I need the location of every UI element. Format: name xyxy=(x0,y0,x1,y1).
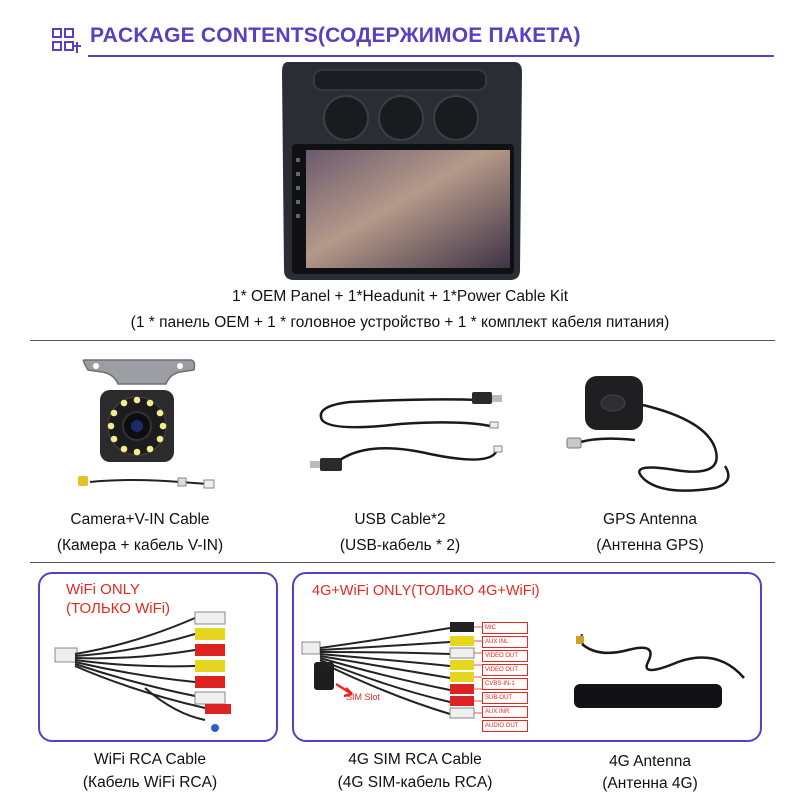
cable-tag-list xyxy=(482,622,528,734)
header-icon xyxy=(52,28,82,54)
page-title: PACKAGE CONTENTS(СОДЕРЖИМОЕ ПАКЕТА) xyxy=(90,24,581,47)
4g-sim-caption-2: (4G SIM-кабель RCA) xyxy=(337,774,493,791)
cable-tag: AUDIO OUT xyxy=(482,720,528,732)
4g-antenna-caption-2: (Антенна 4G) xyxy=(602,775,698,792)
cable-tag: CVBS-IN-1 xyxy=(482,678,528,690)
wifi-rca-caption-1: WiFi RCA Cable xyxy=(94,751,206,768)
cable-tag: AUX INL xyxy=(482,636,528,648)
wifi-only-label-2: (ТОЛЬКО WiFi) xyxy=(66,600,171,617)
headunit-image xyxy=(276,60,526,285)
cable-tag: MIC xyxy=(482,622,528,634)
main-caption-2: (1 * панель OEM + 1 * головное устройство + 1 * комплект кабеля питания) xyxy=(130,314,670,331)
usb-caption-2: (USB-кабель * 2) xyxy=(339,537,461,554)
wifi-rca-caption-2: (Кабель WiFi RCA) xyxy=(82,774,218,791)
cable-tag: VIDEO OUT xyxy=(482,650,528,662)
cable-tag: AUX INR xyxy=(482,706,528,718)
sim-slot-label: SIM Slot xyxy=(346,692,381,702)
camera-caption-2: (Камера + кабель V-IN) xyxy=(56,537,224,554)
gps-caption-1: GPS Antenna xyxy=(603,511,697,528)
4g-antenna-caption-1: 4G Antenna xyxy=(609,753,691,770)
cable-tag: SUB-OUT xyxy=(482,692,528,704)
divider-2 xyxy=(30,562,775,563)
usb-caption-1: USB Cable*2 xyxy=(354,511,446,528)
camera-image xyxy=(70,350,220,500)
header-underline xyxy=(88,55,774,57)
4g-sim-caption-1: 4G SIM RCA Cable xyxy=(348,751,482,768)
gps-caption-2: (Антенна GPS) xyxy=(596,537,704,554)
gps-antenna-image xyxy=(555,370,745,500)
wifi-only-label-1: WiFi ONLY xyxy=(66,581,140,598)
wifi-rca-cable-image xyxy=(55,604,265,734)
main-caption-1: 1* OEM Panel + 1*Headunit + 1*Power Cable Kit xyxy=(231,288,569,305)
4g-wifi-label: 4G+WiFi ONLY(ТОЛЬКО 4G+WiFi) xyxy=(312,583,540,599)
usb-cable-image xyxy=(310,380,510,490)
grid-squares-icon xyxy=(52,28,82,54)
4g-antenna-image xyxy=(568,622,748,712)
cable-tag: VIDEO OUT xyxy=(482,664,528,676)
camera-caption-1: Camera+V-IN Cable xyxy=(70,511,210,528)
divider-1 xyxy=(30,340,775,341)
